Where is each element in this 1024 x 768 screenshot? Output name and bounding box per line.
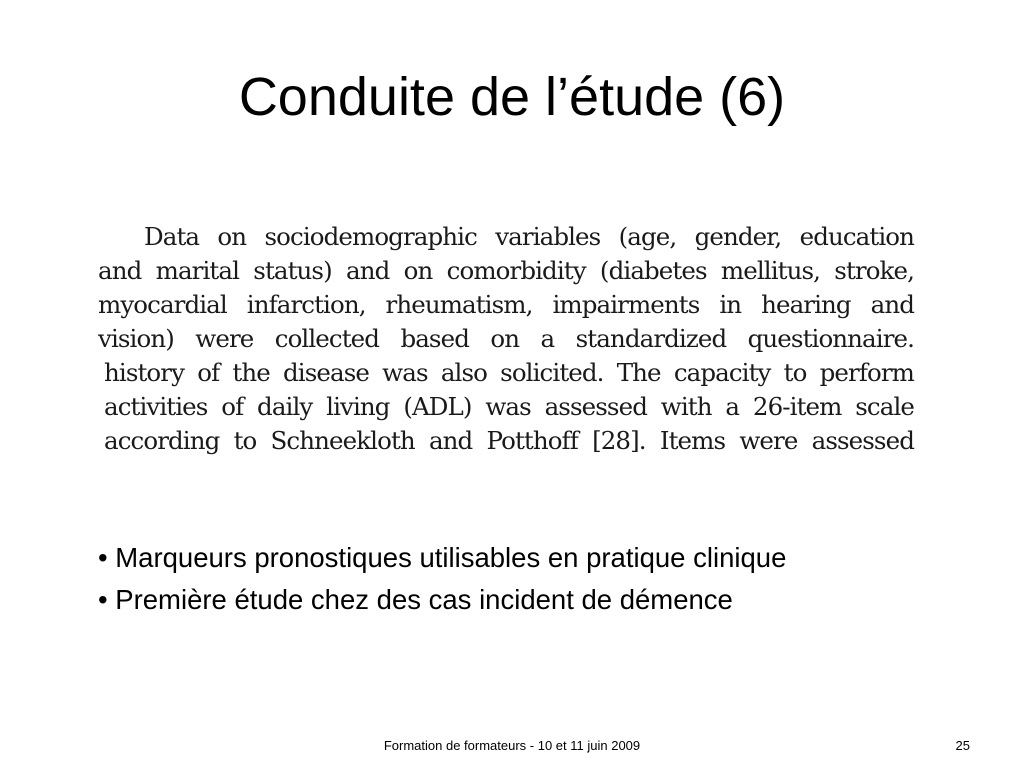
excerpt-line: according to Schneekloth and Potthoff [28]. Items were assessed: [104, 426, 914, 455]
article-excerpt-image: [98, 214, 914, 460]
bullet-item: • Première étude chez des cas incident de démence: [98, 584, 733, 615]
bullet-item: • Marqueurs pronostiques utilisables en pratique clinique: [98, 542, 787, 573]
excerpt-line: Data on sociodemographic variables (age, gender, education: [144, 222, 914, 251]
excerpt-line: myocardial infarction, rheumatism, impairments in hearing and: [98, 290, 914, 319]
slide-footer: Formation de formateurs - 10 et 11 juin 2009: [383, 738, 641, 753]
excerpt-line: and marital status) and on comorbidity (diabetes mellitus, stroke,: [98, 256, 914, 285]
excerpt-line: history of the disease was also solicited. The capacity to perform: [104, 358, 914, 387]
bullet-list: [98, 537, 978, 621]
excerpt-line: activities of daily living (ADL) was assessed with a 26-item scale: [104, 392, 914, 421]
slide-title: Conduite de l’étude (6): [238, 67, 786, 127]
page-number: 25: [955, 738, 970, 753]
excerpt-line: vision) were collected based on a standardized questionnaire.: [98, 324, 914, 353]
